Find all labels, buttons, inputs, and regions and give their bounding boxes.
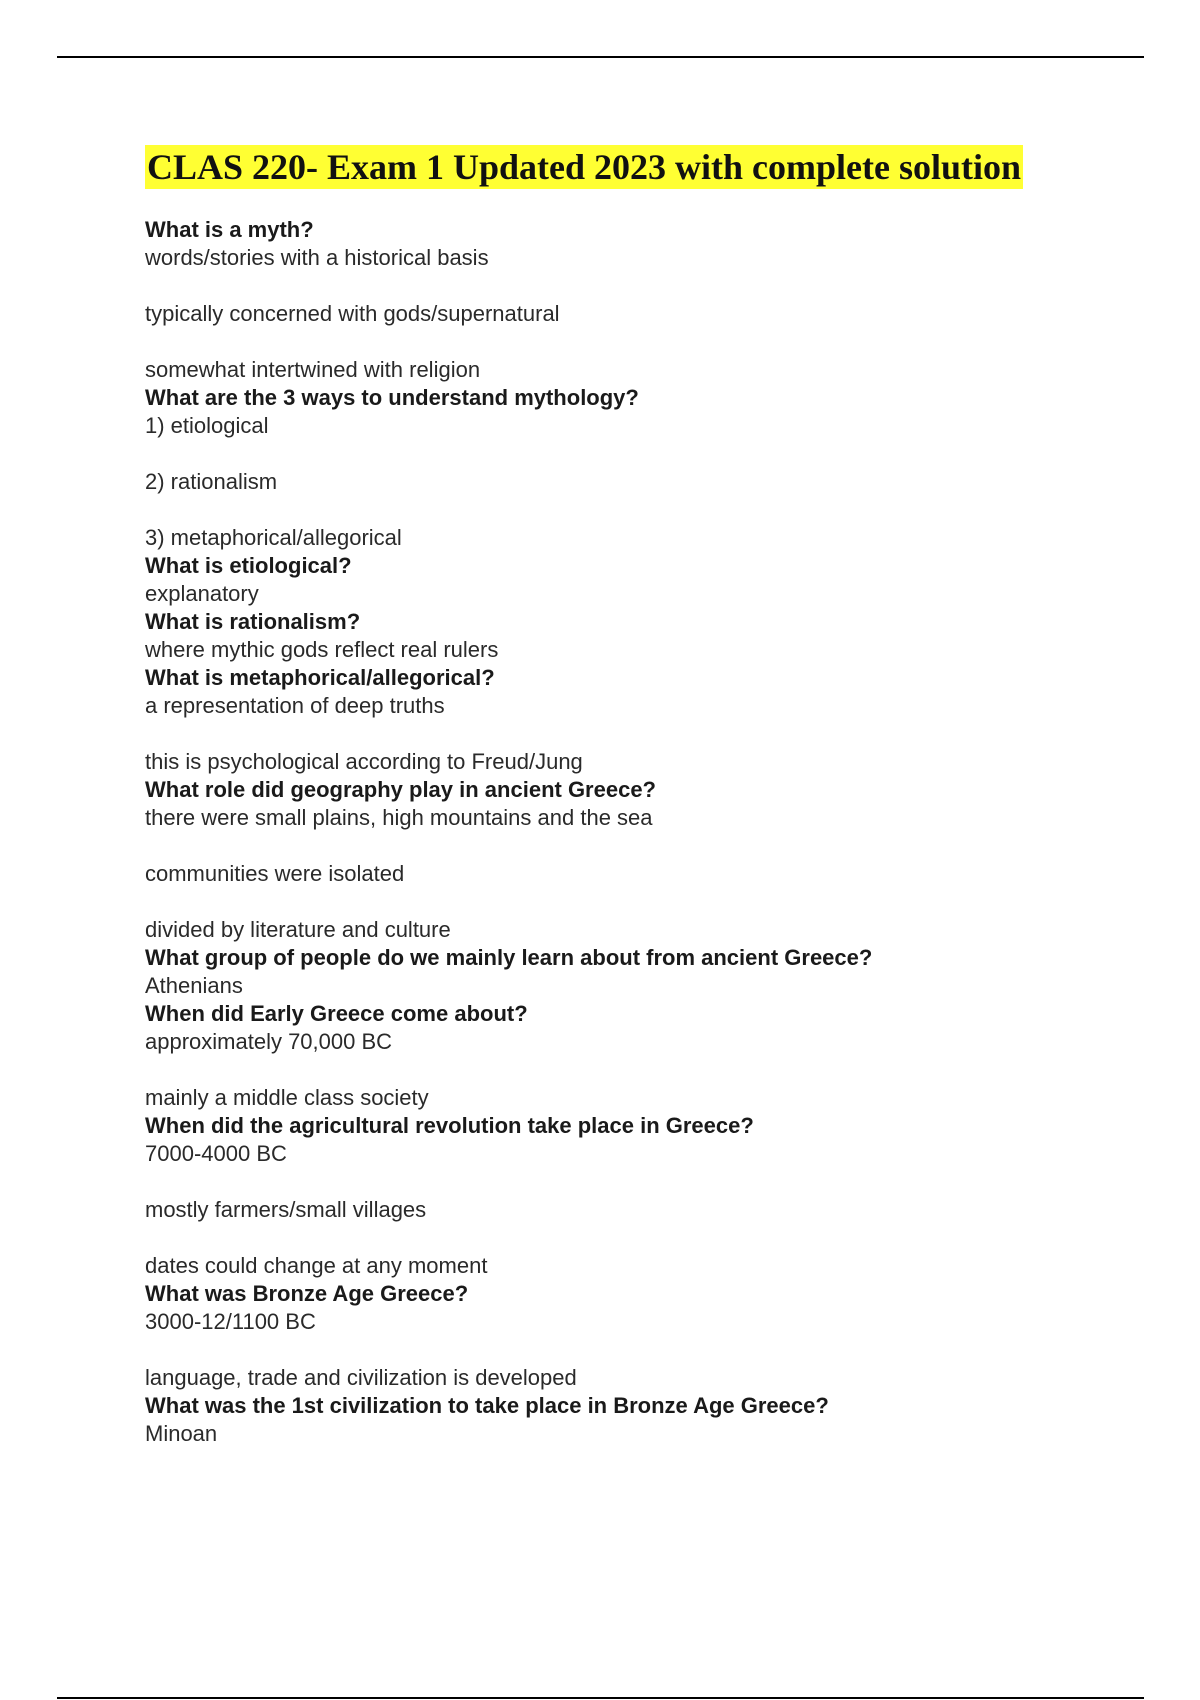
qa-item <box>145 664 1145 776</box>
qa-item <box>145 1280 1145 1392</box>
qa-item <box>145 216 1145 384</box>
answer <box>145 1028 1145 1112</box>
qa-item <box>145 1000 1145 1112</box>
answer-line: a representation of deep truths <box>145 693 445 718</box>
qa-item <box>145 944 1145 1000</box>
question: What was Bronze Age Greece? <box>145 1281 469 1306</box>
qa-item <box>145 552 1145 608</box>
question: When did the agricultural revolution take place in Greece? <box>145 1113 754 1138</box>
title-block <box>145 145 1023 189</box>
answer-line: 1) etiological <box>145 413 269 438</box>
answer-line: words/stories with a historical basis <box>145 245 489 270</box>
bottom-divider <box>57 1697 1144 1699</box>
answer-line: mostly farmers/small villages <box>145 1197 427 1222</box>
question: What is metaphorical/allegorical? <box>145 665 495 690</box>
answer <box>145 636 1145 664</box>
question: What are the 3 ways to understand mythology? <box>145 385 639 410</box>
question: What is a myth? <box>145 217 314 242</box>
question: What group of people do we mainly learn about from ancient Greece? <box>145 945 873 970</box>
answer-line: Minoan <box>145 1421 218 1446</box>
top-divider <box>57 56 1144 58</box>
answer <box>145 412 1145 552</box>
answer <box>145 580 1145 608</box>
answer <box>145 1308 1145 1392</box>
answer-line: there were small plains, high mountains and the sea <box>145 805 653 830</box>
answer-line: mainly a middle class society <box>145 1085 429 1110</box>
page-title: CLAS 220- Exam 1 Updated 2023 with complete solution <box>147 147 1022 187</box>
answer <box>145 972 1145 1000</box>
answer-line: communities were isolated <box>145 861 405 886</box>
answer-line: somewhat intertwined with religion <box>145 357 481 382</box>
answer-line: explanatory <box>145 581 259 606</box>
qa-item <box>145 608 1145 664</box>
answer <box>145 1420 1145 1448</box>
answer <box>145 692 1145 776</box>
qa-item <box>145 1392 1145 1448</box>
qa-item <box>145 776 1145 944</box>
qa-item <box>145 1112 1145 1280</box>
answer-line: divided by literature and culture <box>145 917 451 942</box>
answer-line: language, trade and civilization is developed <box>145 1365 577 1390</box>
answer <box>145 804 1145 944</box>
question: What is rationalism? <box>145 609 361 634</box>
qa-item <box>145 384 1145 552</box>
answer <box>145 244 1145 384</box>
answer-line: 3) metaphorical/allegorical <box>145 525 402 550</box>
question: What role did geography play in ancient Greece? <box>145 777 656 802</box>
answer-line: Athenians <box>145 973 243 998</box>
answer-line: where mythic gods reflect real rulers <box>145 637 499 662</box>
answer-line: 7000-4000 BC <box>145 1141 287 1166</box>
answer-line: 3000-12/1100 BC <box>145 1309 316 1334</box>
qa-list <box>145 216 1145 1448</box>
question: What is etiological? <box>145 553 352 578</box>
answer-line: 2) rationalism <box>145 469 278 494</box>
answer-line: approximately 70,000 BC <box>145 1029 393 1054</box>
answer-line: typically concerned with gods/supernatural <box>145 301 560 326</box>
answer-line: dates could change at any moment <box>145 1253 488 1278</box>
answer <box>145 1140 1145 1280</box>
question: When did Early Greece come about? <box>145 1001 528 1026</box>
question: What was the 1st civilization to take place in Bronze Age Greece? <box>145 1393 829 1418</box>
answer-line: this is psychological according to Freud/Jung <box>145 749 583 774</box>
